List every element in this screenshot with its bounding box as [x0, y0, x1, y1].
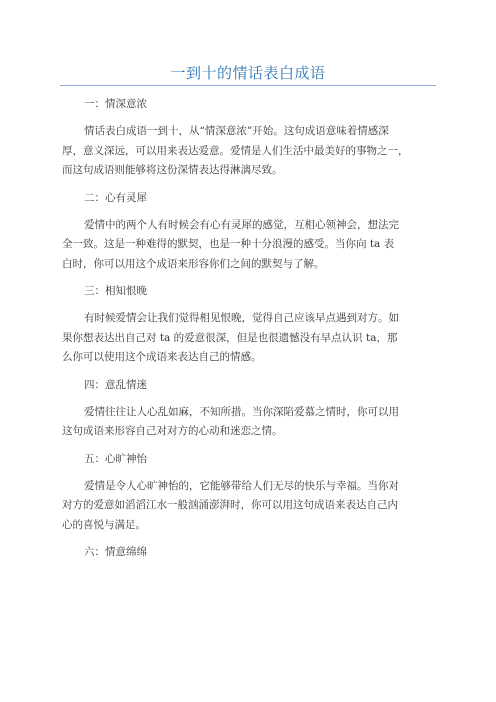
- paragraph-line: 白时，你可以用这个成语来形容你们之间的默契与了解。: [62, 257, 325, 270]
- section-heading-4: 四：意乱情迷: [84, 378, 147, 391]
- section-heading-6: 六：情意绵绵: [84, 546, 147, 558]
- section-heading-3: 三：相知恨晚: [84, 285, 147, 297]
- document-body: [62, 89, 438, 561]
- page-title: 一到十的情话表白成语: [170, 64, 326, 82]
- paragraph-line: 情话表白成语一到十，从“情深意浓”开始。这句成语意味着情感深: [84, 125, 389, 137]
- section-paragraph-1: [62, 122, 438, 181]
- title-underline: [60, 85, 436, 86]
- paragraph-line: 爱情往往让人心乱如麻，不知所措。当你深陷爱慕之情时，你可以用: [84, 405, 399, 418]
- paragraph-line: 对方的爱意如滔滔江水一般汹涌澎湃时，你可以用这句成语来表达自己内: [62, 499, 398, 511]
- paragraph-line: 心的喜悦与满足。: [62, 518, 146, 531]
- paragraph-line: 爱情是令人心旷神怡的，它能够带给人们无尽的快乐与幸福。当你对: [84, 479, 399, 492]
- paragraph-line: 么你可以使用这个成语来表达自己的情感。: [62, 351, 262, 363]
- paragraph-line: 厚，意义深远，可以用来表达爱意。爱情是人们生活中最美好的事物之一，: [62, 144, 409, 157]
- paragraph-line: 而这句成语则能够将这份深情表达得淋漓尽致。: [62, 164, 283, 176]
- paragraph-line: 这句成语来形容自己对对方的心动和迷恋之情。: [62, 425, 283, 437]
- section-paragraph-2: [62, 216, 438, 275]
- section-paragraph-4: [62, 403, 438, 442]
- paragraph-line: 有时候爱情会让我们觉得相见恨晚，觉得自己应该早点遇到对方。如: [84, 312, 399, 324]
- section-heading-2: 二：心有灵犀: [84, 191, 147, 204]
- section-heading-1: 一：情深意浓: [84, 98, 147, 110]
- paragraph-line: 果你想表达出自己对 ta 的爱意很深，但是也很遗憾没有早点认识 ta，那: [62, 331, 398, 344]
- section-paragraph-5: [62, 477, 438, 536]
- section-paragraph-3: [62, 309, 438, 368]
- paragraph-line: 全一致。这是一种难得的默契，也是一种十分浪漫的感受。当你向 ta 表: [62, 238, 395, 250]
- paragraph-line: 爱情中的两个人有时候会有心有灵犀的感觉，互相心领神会，想法完: [84, 218, 399, 231]
- section-heading-5: 五：心旷神怡: [84, 452, 147, 465]
